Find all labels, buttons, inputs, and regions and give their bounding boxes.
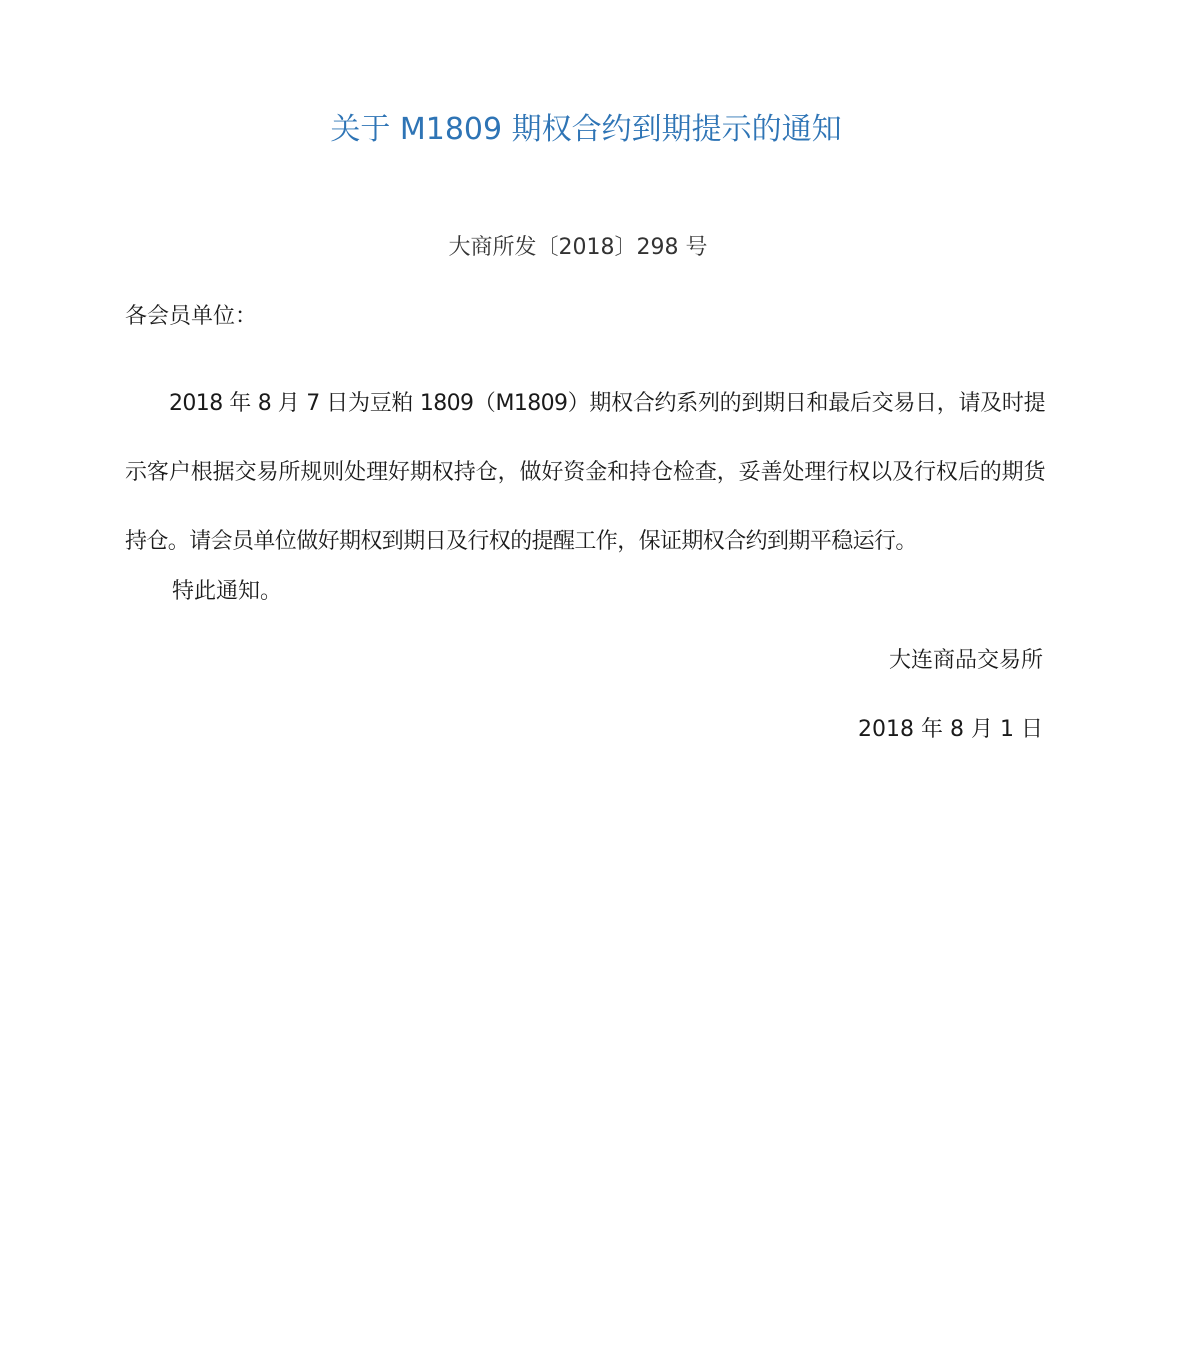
body-paragraph: 2018 年 8 月 7 日为豆粕 1809（M1809）期权合约系列的到期日和最后交易日，请及时提示客户根据交易所规则处理好期权持仓，做好资金和持仓检查，妥善处理行权以及行权后的期货持仓。请会员单位做好期权到期日及行权的提醒工作，保证期权合约到期平稳运行。 bbox=[125, 391, 1045, 554]
issue-date: 2018 年 8 月 1 日 bbox=[858, 717, 1043, 742]
issuer-signature: 大连商品交易所 bbox=[888, 648, 1043, 673]
closing-line: 特此通知。 bbox=[172, 579, 283, 604]
document-number: 大商所发〔2018〕298 号 bbox=[448, 235, 708, 260]
document-title: 关于 M1809 期权合约到期提示的通知 bbox=[330, 112, 842, 147]
salutation: 各会员单位： bbox=[125, 304, 258, 329]
